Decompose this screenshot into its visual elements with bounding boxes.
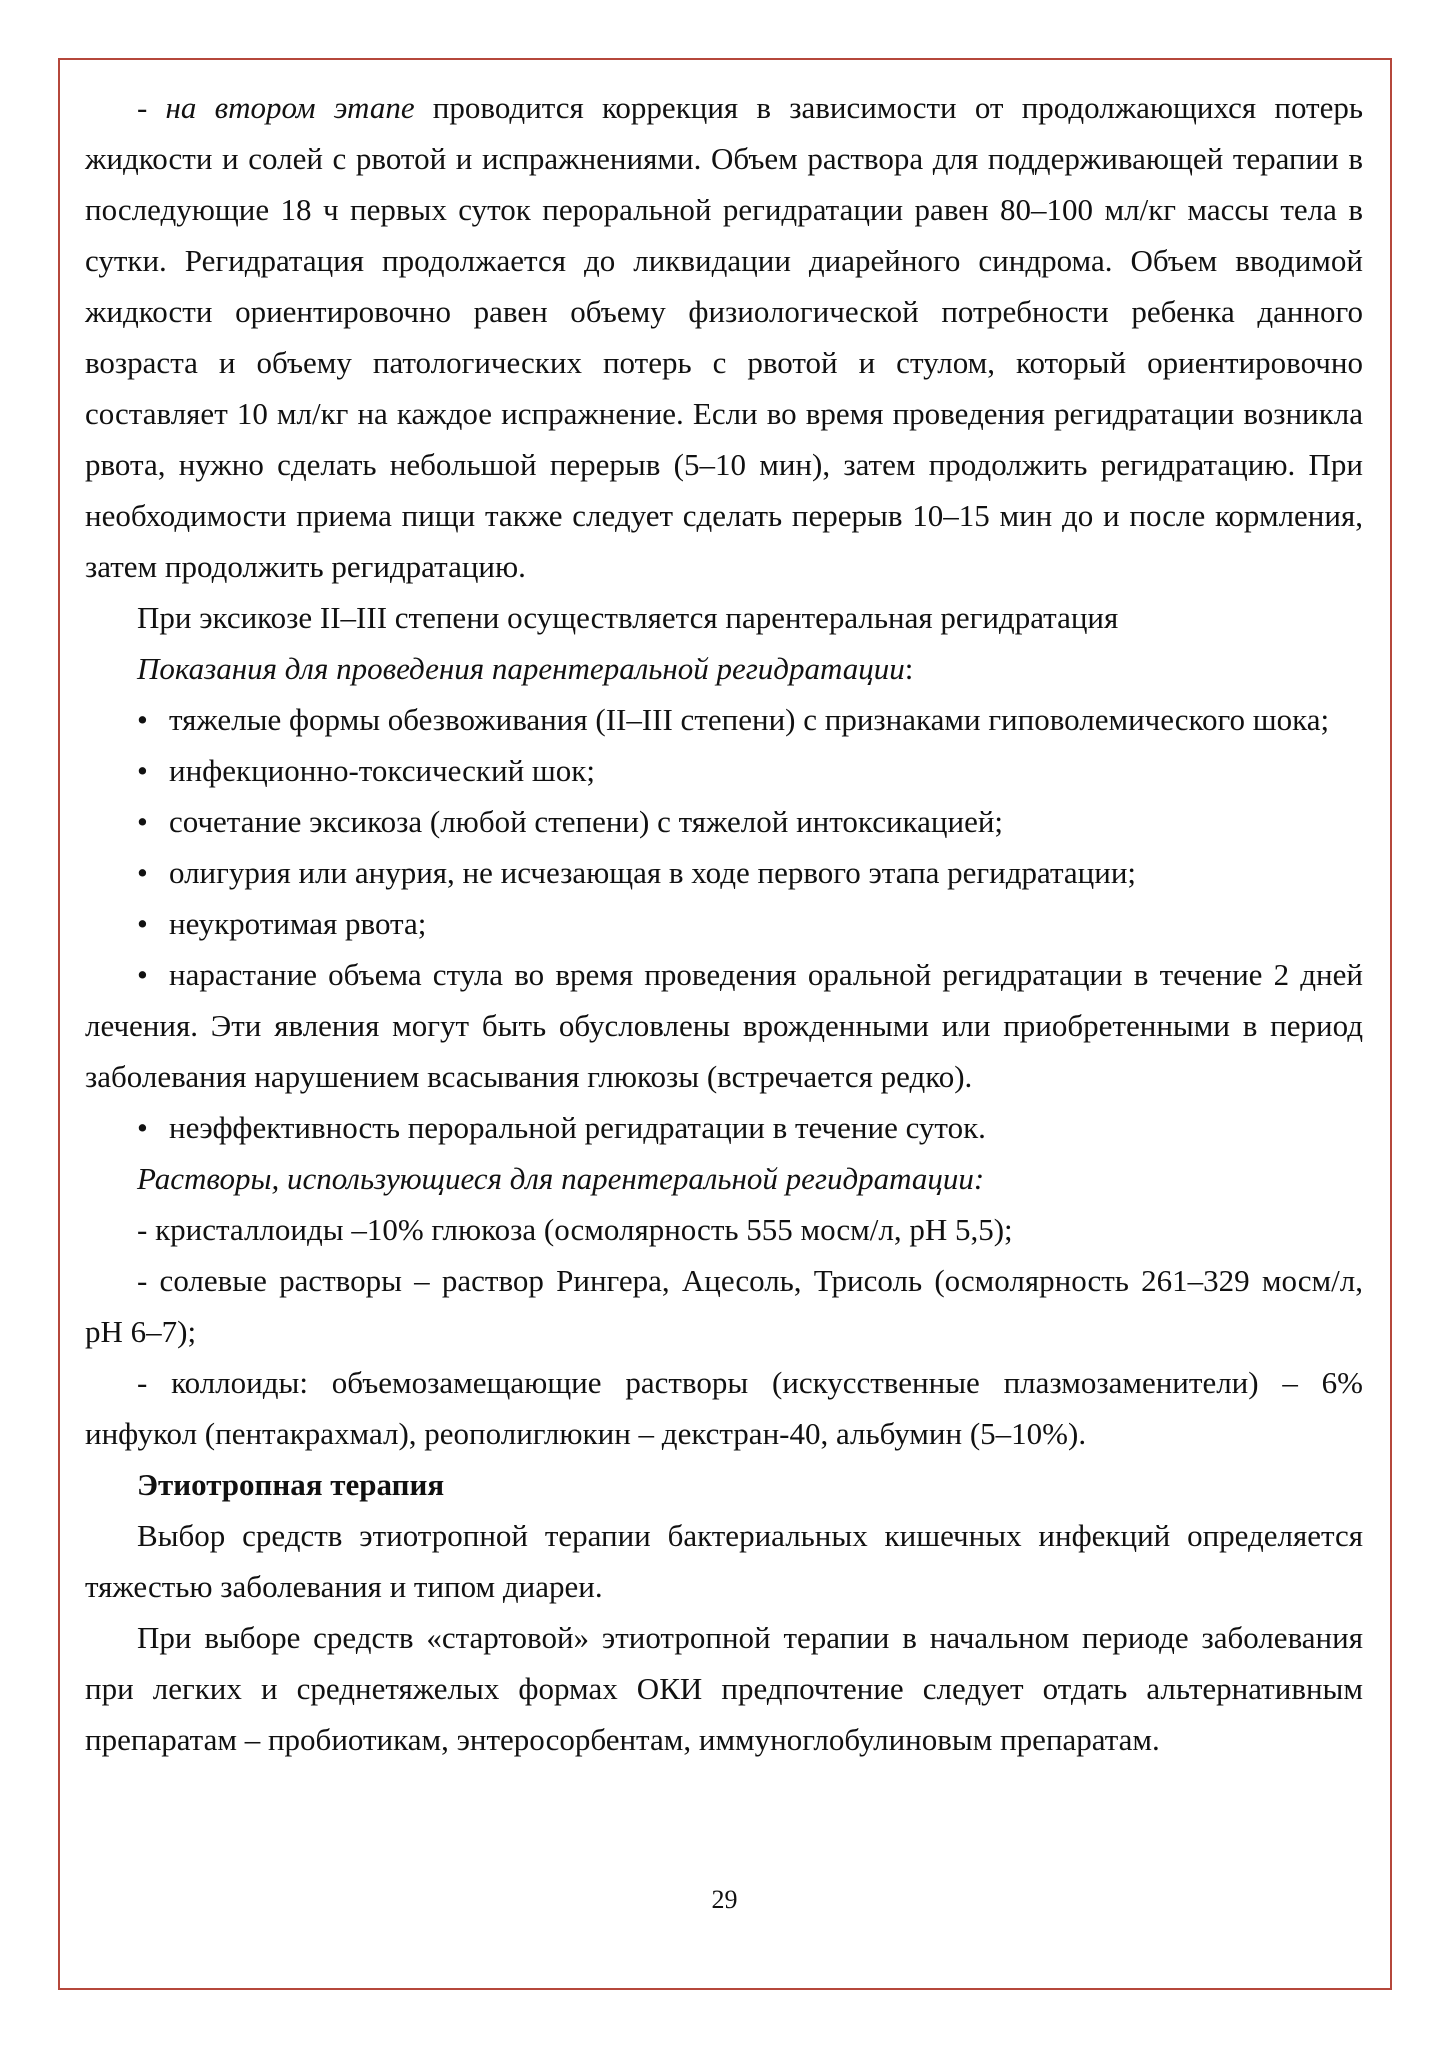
bullet-item (85, 949, 1363, 1102)
bullet-item (85, 847, 1363, 898)
paragraph (85, 592, 1363, 643)
text-run: - (137, 90, 166, 125)
text-run: Выбор средств этиотропной терапии бактериальных кишечных инфекций определяется тяжестью заболевания и типом диареи. (85, 1518, 1363, 1604)
paragraph (85, 1612, 1363, 1765)
bullet-icon: • (137, 957, 148, 992)
bullet-icon: • (137, 1110, 148, 1145)
bullet-icon: • (137, 753, 148, 788)
paragraph (85, 1357, 1363, 1459)
text-run: Показания для проведения парентеральной регидратации (137, 651, 905, 686)
text-run: инфекционно-токсический шок; (169, 753, 595, 788)
paragraph (85, 1204, 1363, 1255)
text-run: нарастание объема стула во время проведения оральной регидратации в течение 2 дней лечения. Эти явления могут быть обусловлены врожденными или приобретенными в период заболевания нарушением всасывания глюкозы (встречается редко). (85, 957, 1363, 1094)
paragraph (85, 1255, 1363, 1357)
paragraph (85, 1153, 1363, 1204)
text-run: - солевые растворы – раствор Рингера, Ацесоль, Трисоль (осмолярность 261–329 мосм/л, pH 6–7); (85, 1263, 1363, 1349)
text-run: - кристаллоиды –10% глюкоза (осмолярность 555 мосм/л, pH 5,5); (137, 1212, 1013, 1247)
bullet-item (85, 694, 1363, 745)
bullet-item (85, 898, 1363, 949)
text-run: на втором этапе (165, 90, 415, 125)
bullet-icon: • (137, 702, 148, 737)
bullet-icon: • (137, 855, 148, 890)
paragraph (85, 82, 1363, 592)
text-run: : (904, 651, 914, 686)
document-body (85, 82, 1363, 1765)
text-run: При выборе средств «стартовой» этиотропной терапии в начальном периоде заболевания при легких и среднетяжелых формах ОКИ предпочтение следует отдать альтернативным препаратам – пробиотикам, энтеросорбентам, иммуноглобулиновым препаратам. (85, 1620, 1363, 1757)
text-run: сочетание эксикоза (любой степени) с тяжелой интоксикацией; (169, 804, 1004, 839)
text-run: неэффективность пероральной регидратации в течение суток. (169, 1110, 986, 1145)
text-run: проводится коррекция в зависимости от продолжающихся потерь жидкости и солей с рвотой и испражнениями. Объем раствора для поддерживающей терапии в последующие 18 ч первых суток пероральной регидратации равен 80–100 мл/кг массы тела в сутки. Регидратация продолжается до ликвидации диарейного синдрома. Объем вводимой жидкости ориентировочно равен объему физиологической потребности ребенка данного возраста и объему патологических потерь с рвотой и стулом, который ориентировочно составляет 10 мл/кг на каждое испражнение. Если во время проведения регидратации возникла рвота, нужно сделать небольшой перерыв (5–10 мин), затем продолжить регидратацию. При необходимости приема пищи также следует сделать перерыв 10–15 мин до и после кормления, затем продолжить регидратацию. (85, 90, 1363, 584)
bullet-icon: • (137, 804, 148, 839)
text-run: - коллоиды: объемозамещающие растворы (искусственные плазмозаменители) – 6% инфукол (пентакрахмал), реополиглюкин – декстран-40, альбумин (5–10%). (85, 1365, 1363, 1451)
text-run: Этиотропная терапия (137, 1467, 445, 1502)
paragraph (85, 1459, 1363, 1510)
paragraph (85, 643, 1363, 694)
bullet-icon: • (137, 906, 148, 941)
paragraph (85, 1510, 1363, 1612)
bullet-item (85, 1102, 1363, 1153)
text-run: олигурия или анурия, не исчезающая в ходе первого этапа регидратации; (169, 855, 1137, 890)
text-run: неукротимая рвота; (169, 906, 427, 941)
bullet-item (85, 745, 1363, 796)
bullet-item (85, 796, 1363, 847)
page-number: 29 (711, 1885, 738, 1914)
text-run: При эксикозе II–III степени осуществляется парентеральная регидратация (137, 600, 1119, 635)
text-run: Растворы, использующиеся для парентеральной регидратации: (137, 1161, 985, 1196)
text-run: тяжелые формы обезвоживания (II–III степени) с признаками гиповолемического шока; (169, 702, 1330, 737)
